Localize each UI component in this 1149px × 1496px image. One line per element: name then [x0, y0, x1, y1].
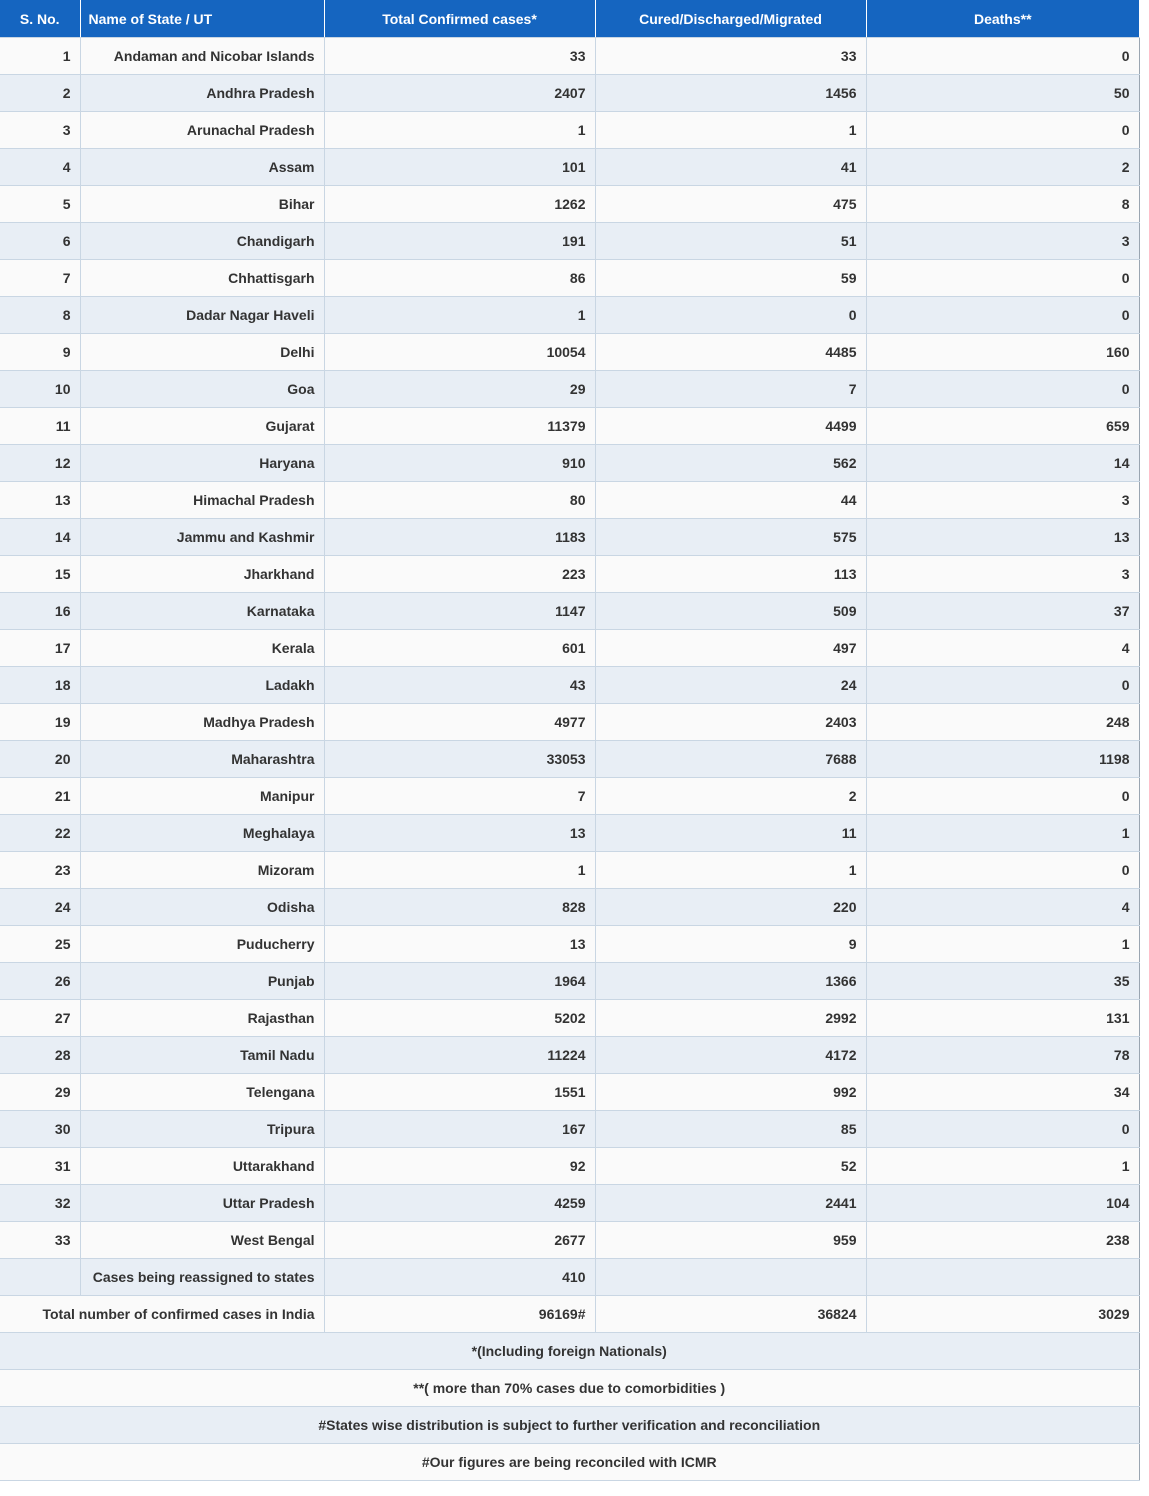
cell-sno: 20	[0, 741, 80, 778]
cell-confirmed: 33053	[324, 741, 595, 778]
cell-deaths: 50	[866, 75, 1139, 112]
cell-deaths: 4	[866, 889, 1139, 926]
cell-state: Karnataka	[80, 593, 324, 630]
cell-deaths: 1	[866, 1148, 1139, 1185]
table-row	[0, 815, 1139, 852]
cell-deaths: 35	[866, 963, 1139, 1000]
cell-state: Bihar	[80, 186, 324, 223]
cell-state: Haryana	[80, 445, 324, 482]
table-row	[0, 852, 1139, 889]
cell-confirmed: 7	[324, 778, 595, 815]
note-row	[0, 1370, 1139, 1407]
cell-deaths: 160	[866, 334, 1139, 371]
cell-sno: 10	[0, 371, 80, 408]
cell-deaths: 1	[866, 815, 1139, 852]
cell-sno: 13	[0, 482, 80, 519]
table-row	[0, 1185, 1139, 1222]
cell-confirmed: 13	[324, 926, 595, 963]
cell-state: Meghalaya	[80, 815, 324, 852]
cell-cured: 52	[595, 1148, 866, 1185]
cell-deaths: 2	[866, 149, 1139, 186]
table-row	[0, 889, 1139, 926]
table-row	[0, 260, 1139, 297]
cell-deaths: 659	[866, 408, 1139, 445]
reassigned-label: Cases being reassigned to states	[80, 1259, 324, 1296]
cell-sno: 28	[0, 1037, 80, 1074]
table-row	[0, 778, 1139, 815]
cell-confirmed: 1	[324, 297, 595, 334]
cell-confirmed: 828	[324, 889, 595, 926]
cell-state: Arunachal Pradesh	[80, 112, 324, 149]
cell-state: Gujarat	[80, 408, 324, 445]
cell-sno: 31	[0, 1148, 80, 1185]
table-row	[0, 926, 1139, 963]
cell-deaths: 1198	[866, 741, 1139, 778]
cell-state: Rajasthan	[80, 1000, 324, 1037]
total-cured: 36824	[595, 1296, 866, 1333]
table-row	[0, 334, 1139, 371]
cell-confirmed: 910	[324, 445, 595, 482]
cell-cured: 44	[595, 482, 866, 519]
cell-sno: 1	[0, 38, 80, 75]
cell-confirmed: 11224	[324, 1037, 595, 1074]
total-label: Total number of confirmed cases in India	[0, 1296, 324, 1333]
table-row	[0, 223, 1139, 260]
total-deaths: 3029	[866, 1296, 1139, 1333]
cell-deaths: 3	[866, 223, 1139, 260]
cell-deaths: 0	[866, 371, 1139, 408]
cell-sno: 16	[0, 593, 80, 630]
cell-cured: 51	[595, 223, 866, 260]
cell-deaths: 0	[866, 38, 1139, 75]
cell-deaths: 0	[866, 852, 1139, 889]
cell-cured: 113	[595, 556, 866, 593]
table-row	[0, 1148, 1139, 1185]
cell-sno: 27	[0, 1000, 80, 1037]
table-row	[0, 482, 1139, 519]
reassigned-row	[0, 1259, 1139, 1296]
table-row	[0, 1037, 1139, 1074]
table-row	[0, 75, 1139, 112]
cell-confirmed: 92	[324, 1148, 595, 1185]
cell-sno: 23	[0, 852, 80, 889]
cell-cured: 497	[595, 630, 866, 667]
table-header	[0, 0, 1139, 38]
cell-state: Tamil Nadu	[80, 1037, 324, 1074]
cell-cured: 33	[595, 38, 866, 75]
table-row	[0, 445, 1139, 482]
cell-state: Jammu and Kashmir	[80, 519, 324, 556]
cell-sno: 2	[0, 75, 80, 112]
header-row	[0, 0, 1139, 38]
cell-sno: 4	[0, 149, 80, 186]
table-row	[0, 963, 1139, 1000]
header-sno: S. No.	[0, 0, 80, 38]
cell-state: Himachal Pradesh	[80, 482, 324, 519]
table-row	[0, 186, 1139, 223]
cell-sno: 6	[0, 223, 80, 260]
cell-cured: 959	[595, 1222, 866, 1259]
cell-deaths: 0	[866, 260, 1139, 297]
cell-deaths: 0	[866, 778, 1139, 815]
cell-confirmed: 10054	[324, 334, 595, 371]
cell-confirmed: 86	[324, 260, 595, 297]
note-row	[0, 1333, 1139, 1370]
cell-sno: 19	[0, 704, 80, 741]
table-row	[0, 408, 1139, 445]
table-row	[0, 704, 1139, 741]
header-deaths: Deaths**	[866, 0, 1139, 38]
cell-confirmed: 1	[324, 112, 595, 149]
cell-state: Manipur	[80, 778, 324, 815]
cell-cured: 2441	[595, 1185, 866, 1222]
cell-state: Puducherry	[80, 926, 324, 963]
total-confirmed: 96169#	[324, 1296, 595, 1333]
cell-confirmed: 33	[324, 38, 595, 75]
cell-confirmed: 1	[324, 852, 595, 889]
cell-deaths: 37	[866, 593, 1139, 630]
cell-deaths: 4	[866, 630, 1139, 667]
table-row	[0, 149, 1139, 186]
table-row	[0, 630, 1139, 667]
cell-state: Odisha	[80, 889, 324, 926]
cell-confirmed: 223	[324, 556, 595, 593]
table-row	[0, 112, 1139, 149]
cell-cured: 1366	[595, 963, 866, 1000]
cell-cured: 4172	[595, 1037, 866, 1074]
cell-state: Madhya Pradesh	[80, 704, 324, 741]
cell-cured: 59	[595, 260, 866, 297]
cell-confirmed: 80	[324, 482, 595, 519]
reassigned-confirmed: 410	[324, 1259, 595, 1296]
cell-cured: 11	[595, 815, 866, 852]
cell-deaths: 0	[866, 667, 1139, 704]
table-row	[0, 667, 1139, 704]
cell-sno: 14	[0, 519, 80, 556]
cell-sno: 29	[0, 1074, 80, 1111]
cell-state: Maharashtra	[80, 741, 324, 778]
cell-deaths: 13	[866, 519, 1139, 556]
footnote-icmr: #Our figures are being reconciled with ICMR	[0, 1444, 1139, 1481]
cell-state: Uttar Pradesh	[80, 1185, 324, 1222]
cell-sno: 26	[0, 963, 80, 1000]
table-row	[0, 1222, 1139, 1259]
cell-state: Mizoram	[80, 852, 324, 889]
table-row	[0, 741, 1139, 778]
cell-sno: 12	[0, 445, 80, 482]
cell-cured: 4499	[595, 408, 866, 445]
cell-state: Dadar Nagar Haveli	[80, 297, 324, 334]
cell-confirmed: 13	[324, 815, 595, 852]
cell-sno: 30	[0, 1111, 80, 1148]
table-row	[0, 371, 1139, 408]
table-row	[0, 38, 1139, 75]
cell-state: Goa	[80, 371, 324, 408]
cell-empty	[866, 1259, 1139, 1296]
cell-confirmed: 191	[324, 223, 595, 260]
cell-cured: 85	[595, 1111, 866, 1148]
table-row	[0, 1074, 1139, 1111]
table-row	[0, 593, 1139, 630]
cell-deaths: 78	[866, 1037, 1139, 1074]
cell-sno: 15	[0, 556, 80, 593]
cell-deaths: 3	[866, 556, 1139, 593]
header-state: Name of State / UT	[80, 0, 324, 38]
cell-cured: 1456	[595, 75, 866, 112]
cell-sno: 11	[0, 408, 80, 445]
cell-cured: 7688	[595, 741, 866, 778]
cell-state: West Bengal	[80, 1222, 324, 1259]
cell-cured: 2	[595, 778, 866, 815]
cell-confirmed: 1551	[324, 1074, 595, 1111]
cell-sno: 22	[0, 815, 80, 852]
cell-confirmed: 2407	[324, 75, 595, 112]
cell-cured: 41	[595, 149, 866, 186]
cell-confirmed: 11379	[324, 408, 595, 445]
footnote-foreign-nationals: *(Including foreign Nationals)	[0, 1333, 1139, 1370]
cell-state: Tripura	[80, 1111, 324, 1148]
cell-cured: 1	[595, 112, 866, 149]
footnote-comorbidities: **( more than 70% cases due to comorbidities )	[0, 1370, 1139, 1407]
cell-sno: 7	[0, 260, 80, 297]
cell-deaths: 248	[866, 704, 1139, 741]
cell-cured: 9	[595, 926, 866, 963]
cell-state: Delhi	[80, 334, 324, 371]
cell-confirmed: 1183	[324, 519, 595, 556]
cell-confirmed: 1262	[324, 186, 595, 223]
cell-confirmed: 1147	[324, 593, 595, 630]
cell-state: Chhattisgarh	[80, 260, 324, 297]
cell-state: Ladakh	[80, 667, 324, 704]
cell-cured: 1	[595, 852, 866, 889]
header-confirmed: Total Confirmed cases*	[324, 0, 595, 38]
cell-sno: 9	[0, 334, 80, 371]
cell-state: Kerala	[80, 630, 324, 667]
cell-sno: 32	[0, 1185, 80, 1222]
footnote-verification: #States wise distribution is subject to further verification and reconciliation	[0, 1407, 1139, 1444]
cell-confirmed: 1964	[324, 963, 595, 1000]
cell-confirmed: 5202	[324, 1000, 595, 1037]
cell-confirmed: 29	[324, 371, 595, 408]
cell-sno: 21	[0, 778, 80, 815]
cell-state: Andhra Pradesh	[80, 75, 324, 112]
cell-cured: 220	[595, 889, 866, 926]
cell-sno: 18	[0, 667, 80, 704]
cell-deaths: 131	[866, 1000, 1139, 1037]
cell-deaths: 0	[866, 297, 1139, 334]
cell-empty	[595, 1259, 866, 1296]
cell-state: Jharkhand	[80, 556, 324, 593]
cell-confirmed: 601	[324, 630, 595, 667]
cell-sno: 5	[0, 186, 80, 223]
cell-sno: 3	[0, 112, 80, 149]
cell-deaths: 0	[866, 112, 1139, 149]
cell-cured: 509	[595, 593, 866, 630]
table-row	[0, 1000, 1139, 1037]
table-body	[0, 38, 1139, 1481]
cell-state: Chandigarh	[80, 223, 324, 260]
cell-confirmed: 167	[324, 1111, 595, 1148]
cell-deaths: 8	[866, 186, 1139, 223]
cell-deaths: 1	[866, 926, 1139, 963]
cell-sno: 17	[0, 630, 80, 667]
cell-sno-empty	[0, 1259, 80, 1296]
table-row	[0, 556, 1139, 593]
cell-sno: 33	[0, 1222, 80, 1259]
cell-cured: 2403	[595, 704, 866, 741]
cell-cured: 475	[595, 186, 866, 223]
cell-deaths: 14	[866, 445, 1139, 482]
cell-deaths: 0	[866, 1111, 1139, 1148]
cell-confirmed: 101	[324, 149, 595, 186]
table-row	[0, 519, 1139, 556]
table-row	[0, 297, 1139, 334]
cell-state: Punjab	[80, 963, 324, 1000]
note-row	[0, 1407, 1139, 1444]
cell-confirmed: 4259	[324, 1185, 595, 1222]
cell-sno: 24	[0, 889, 80, 926]
cell-state: Uttarakhand	[80, 1148, 324, 1185]
cell-confirmed: 4977	[324, 704, 595, 741]
header-cured: Cured/Discharged/Migrated	[595, 0, 866, 38]
cell-cured: 992	[595, 1074, 866, 1111]
cell-cured: 7	[595, 371, 866, 408]
cell-deaths: 104	[866, 1185, 1139, 1222]
cell-cured: 575	[595, 519, 866, 556]
cell-confirmed: 43	[324, 667, 595, 704]
total-row	[0, 1296, 1139, 1333]
note-row	[0, 1444, 1139, 1481]
cell-cured: 562	[595, 445, 866, 482]
cell-cured: 2992	[595, 1000, 866, 1037]
cell-state: Telengana	[80, 1074, 324, 1111]
cell-state: Andaman and Nicobar Islands	[80, 38, 324, 75]
cell-confirmed: 2677	[324, 1222, 595, 1259]
cell-sno: 25	[0, 926, 80, 963]
cell-cured: 0	[595, 297, 866, 334]
cell-deaths: 34	[866, 1074, 1139, 1111]
cell-state: Assam	[80, 149, 324, 186]
cell-deaths: 3	[866, 482, 1139, 519]
cell-deaths: 238	[866, 1222, 1139, 1259]
cell-cured: 4485	[595, 334, 866, 371]
cell-cured: 24	[595, 667, 866, 704]
cell-sno: 8	[0, 297, 80, 334]
table-row	[0, 1111, 1139, 1148]
